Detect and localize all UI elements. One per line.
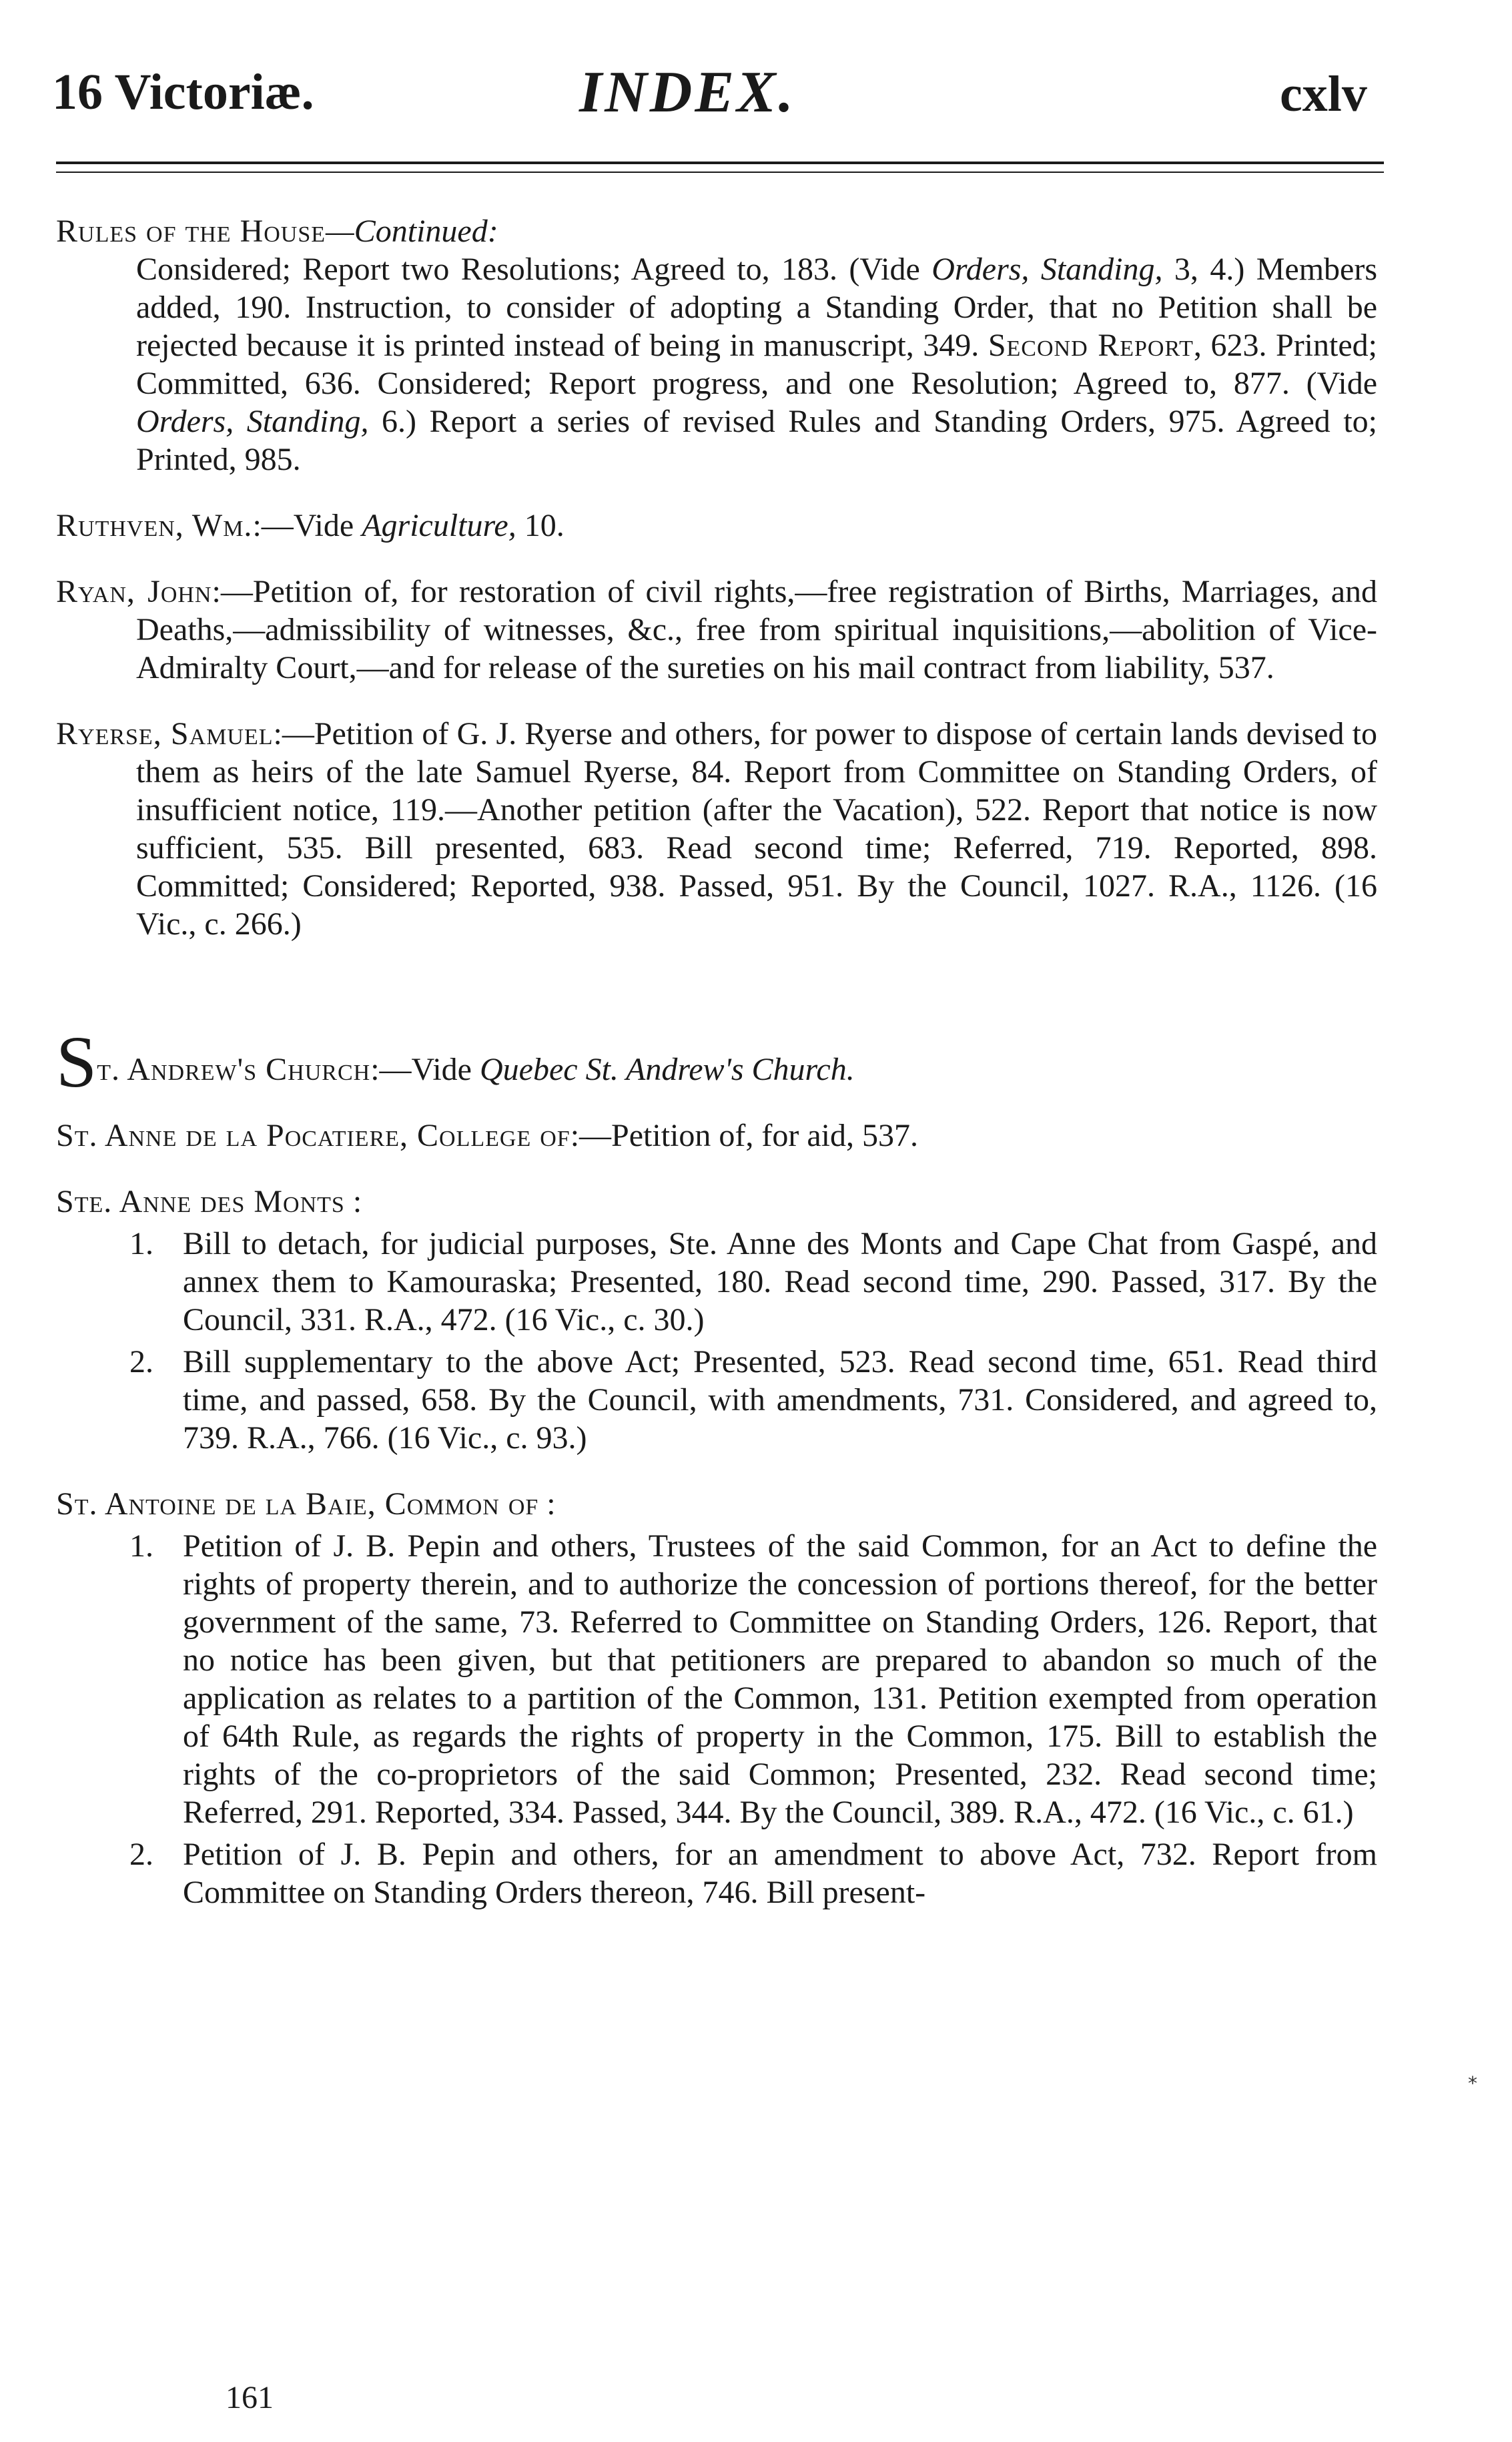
list-item-number: 2. bbox=[129, 1837, 153, 1872]
entry-text: 3, 4.) Members added, 190. Instruction, to consider of adopting a Standing Order, that no Petition shall be rejected because it is printed instead of being in manuscript, 349. bbox=[136, 252, 1377, 363]
entry-heading bbox=[56, 212, 1377, 250]
list-item-text: Bill to detach, for judicial purposes, Ste. Anne des Monts and Cape Chat from Gaspé, and annex them to Kamouraska; Presented, 180. Read second time, 290. Passed, 317. By the Council, 331. R.A., 472. (16 Vic., c. 30.) bbox=[183, 1226, 1377, 1337]
list-item-number: 1. bbox=[129, 1528, 153, 1564]
list-item-number: 1. bbox=[129, 1226, 153, 1261]
entry-body bbox=[56, 250, 1377, 479]
entry-head-continued: —Continued: bbox=[326, 214, 498, 249]
entry-rules-of-the-house bbox=[56, 212, 1377, 479]
entry-ryerse bbox=[56, 715, 1377, 943]
entry-st-anne-college bbox=[56, 1117, 1377, 1155]
entry-text: , 623. Printed; Committed, 636. Considered; Report progress, and one Resolution; Agreed to, 877. (Vide bbox=[136, 328, 1377, 401]
header-rule-thin bbox=[56, 172, 1384, 173]
entry-reference: Agriculture, bbox=[362, 508, 516, 543]
entry-text: Considered; Report two Resolutions; Agreed to, 183. (Vide bbox=[136, 252, 932, 287]
entry-head: St. Anne de la Pocatiere, College of bbox=[56, 1118, 571, 1153]
entry-heading bbox=[56, 1485, 1377, 1523]
list-item bbox=[56, 1835, 1377, 1911]
entry-st-antoine-de-la-baie bbox=[56, 1485, 1377, 1911]
list-item-text: Petition of J. B. Pepin and others, for an amendment to above Act, 732. Report from Committee on Standing Orders thereon, 746. Bill present- bbox=[183, 1837, 1377, 1910]
page-header-left: 16 Victoriæ. bbox=[52, 64, 314, 120]
entry-reference: Orders, Standing, bbox=[136, 404, 369, 439]
entry-head-tail: : bbox=[344, 1184, 362, 1219]
list-item bbox=[56, 1225, 1377, 1339]
entry-ste-anne-des-monts bbox=[56, 1183, 1377, 1457]
list-item-number: 2. bbox=[129, 1344, 153, 1380]
entry-text: :—Vide bbox=[370, 1052, 480, 1087]
index-content bbox=[56, 212, 1377, 1939]
entry-head-tail: : bbox=[538, 1486, 556, 1522]
entry-head: t. Andrew's Church bbox=[97, 1052, 371, 1087]
list-item-text: Bill supplementary to the above Act; Presented, 523. Read second time, 651. Read third time, and passed, 658. By the Council, with amendments, 731. Considered, and agreed to, 739. R.A., 766. (16 Vic., c. 93.) bbox=[183, 1344, 1377, 1456]
entry-text: 6.) Report a series of revised Rules and Standing Orders, 975. Agreed to; Printed, 985. bbox=[136, 404, 1377, 477]
entry-head: Ruthven, Wm. bbox=[56, 508, 253, 543]
entry-text: :—Petition of, for restoration of civil rights,—free registration of Births, Marriages, and Deaths,—admissibility of witnesses, &c., free from spiritual inquisitions,—abolition of Vice-Admiralty Court,—and for release of the sureties on his mail contract from liability, 537. bbox=[136, 574, 1377, 685]
entry-heading bbox=[56, 1183, 1377, 1221]
entry-head: Ryan, John bbox=[56, 574, 212, 609]
entry-item-list bbox=[56, 1225, 1377, 1457]
page-header-title: INDEX. bbox=[579, 60, 796, 125]
list-item-text: Petition of J. B. Pepin and others, Trustees of the said Common, for an Act to define the rights of property therein, and to authorize the concession of portions thereof, for the better government of the same, 73. Referred to Committee on Standing Orders, 126. Report, that no notice has been given, but that petitioners are prepared to abandon so much of the application as relates to a partition of the Common, 131. Petition exempted from operation of 64th Rule, as regards the rights of property in the Common, 175. Bill to establish the rights of the co-proprietors of the said Common; Presented, 232. Read second time; Referred, 291. Reported, 334. Passed, 344. By the Council, 389. R.A., 472. (16 Vic., c. 61.) bbox=[183, 1528, 1377, 1830]
entry-text: :—Vide bbox=[252, 508, 362, 543]
entry-ruthven bbox=[56, 507, 1377, 545]
entry-reference: Orders, Standing, bbox=[931, 252, 1163, 287]
list-item bbox=[56, 1527, 1377, 1831]
section-drop-cap: S bbox=[56, 1021, 97, 1103]
entry-reference: Quebec St. Andrew's Church. bbox=[479, 1052, 855, 1087]
entry-head: Ste. Anne des Monts bbox=[56, 1184, 345, 1219]
signature-mark: 161 bbox=[226, 2380, 274, 2415]
entry-head: Rules of the House bbox=[56, 214, 326, 249]
margin-mark: * bbox=[1468, 2072, 1477, 2094]
entry-head: Ryerse, Samuel bbox=[56, 716, 274, 751]
entry-st-andrews-church bbox=[56, 1021, 1377, 1103]
entry-text: :—Petition of, for aid, 537. bbox=[570, 1118, 918, 1153]
entry-ryan bbox=[56, 573, 1377, 687]
entry-item-list bbox=[56, 1527, 1377, 1911]
header-rule-thick bbox=[56, 162, 1384, 164]
entry-head: St. Antoine de la Baie, Common of bbox=[56, 1486, 539, 1522]
entry-text: :—Petition of G. J. Ryerse and others, for power to dispose of certain lands devised to them as heirs of the late Samuel Ryerse, 84. Report from Committee on Standing Orders, of insufficient notice, 119.—Another petition (after the Vacation), 522. Report that notice is now sufficient, 535. Bill presented, 683. Read second time; Referred, 719. Reported, 898. Committed; Considered; Reported, 938. Passed, 951. By the Council, 1027. R.A., 1126. (16 Vic., c. 266.) bbox=[136, 716, 1378, 942]
list-item bbox=[56, 1343, 1377, 1457]
entry-subhead: Second Report bbox=[988, 328, 1194, 363]
entry-text: 10. bbox=[516, 508, 564, 543]
page-header-page-number: cxlv bbox=[1280, 66, 1367, 122]
